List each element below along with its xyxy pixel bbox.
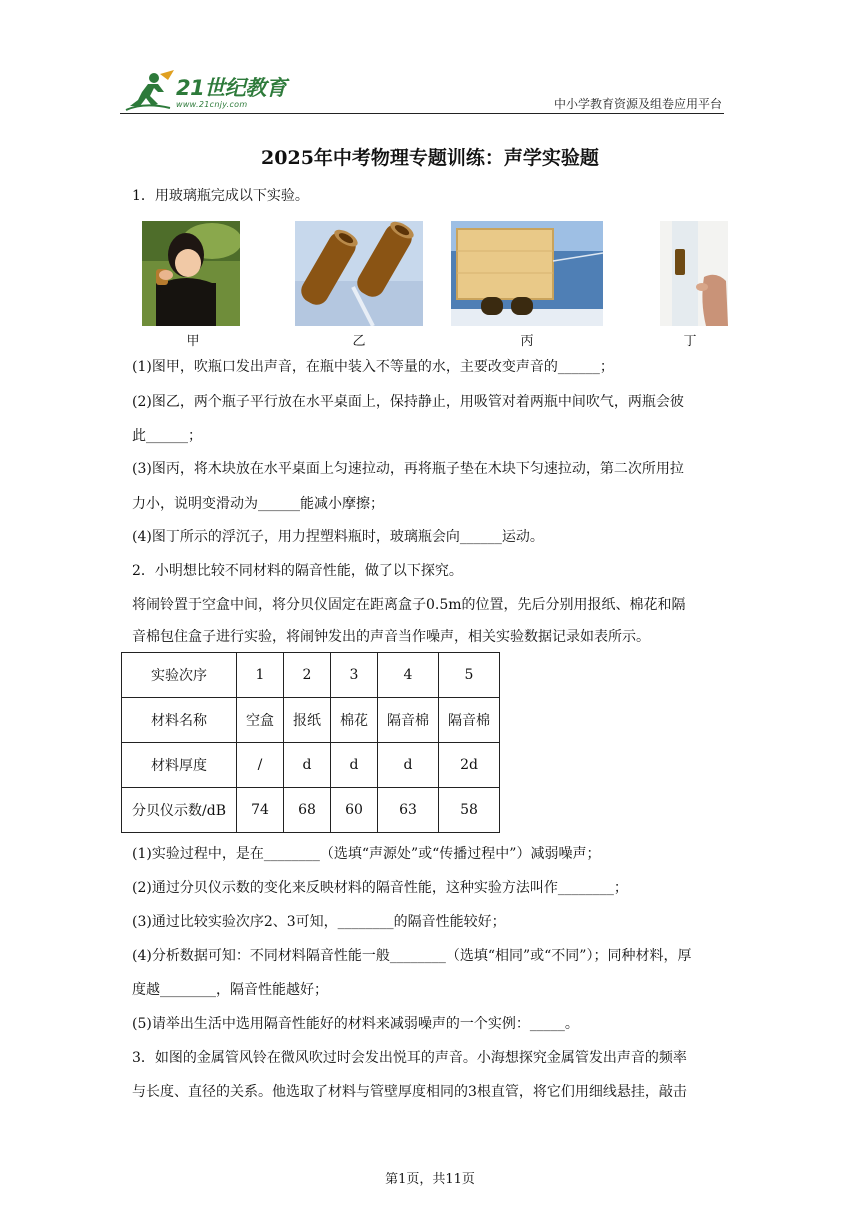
table-cell: 报纸	[284, 698, 331, 743]
table-row	[122, 743, 500, 788]
table-row	[122, 653, 500, 698]
table-row	[122, 788, 500, 833]
document-title: 2025年中考物理专题训练：声学实验题	[261, 147, 599, 169]
table-row	[122, 698, 500, 743]
table-cell: 5	[439, 653, 500, 698]
table-cell: 2d	[439, 743, 500, 788]
table-cell: 1	[237, 653, 284, 698]
photo-wood-block-on-bottles	[451, 221, 603, 326]
q2-part2: (2)通过分贝仪示数的变化来反映材料的隔音性能，这种实验方法叫作________；	[132, 880, 628, 896]
q2-part1: (1)实验过程中，是在________（选填“声源处”或“传播过程中”）减弱噪声；	[132, 846, 601, 862]
q1-part3-line1: (3)图丙，将木块放在水平桌面上匀速拉动，再将瓶子垫在木块下匀速拉动，第二次所用拉	[132, 461, 684, 477]
runner-logo-icon	[124, 70, 180, 114]
caption-bing: 丙	[520, 334, 534, 349]
table-cell: 实验次序	[122, 653, 237, 698]
table-cell: /	[237, 743, 284, 788]
table-cell: d	[378, 743, 439, 788]
page-header	[120, 66, 724, 116]
q1-part4: (4)图丁所示的浮沉子，用力捏塑料瓶时，玻璃瓶会向______运动。	[132, 529, 544, 545]
table-cell: 材料名称	[122, 698, 237, 743]
table-cell: 隔音棉	[439, 698, 500, 743]
table-cell: 材料厚度	[122, 743, 237, 788]
table-cell: 63	[378, 788, 439, 833]
q2-stem: 2．小明想比较不同材料的隔音性能，做了以下探究。	[132, 563, 463, 579]
q2-intro-line2: 音棉包住盒子进行实验，将闹钟发出的声音当作噪声，相关实验数据记录如表所示。	[132, 629, 650, 645]
table-cell: 68	[284, 788, 331, 833]
table-cell: 隔音棉	[378, 698, 439, 743]
q1-part2-line2: 此______；	[132, 428, 202, 444]
q3-line1: 3．如图的金属管风铃在微风吹过时会发出悦耳的声音。小海想探究金属管发出声音的频率	[132, 1050, 687, 1066]
experiment-table	[121, 652, 500, 833]
q3-line2: 与长度、直径的关系。他选取了材料与管壁厚度相同的3根直管，将它们用细线悬挂，敲击	[132, 1084, 687, 1100]
q1-part3-line2: 力小，说明变滑动为______能减小摩擦；	[132, 496, 384, 512]
table-cell: 4	[378, 653, 439, 698]
q2-part5: (5)请举出生活中选用隔音性能好的材料来减弱噪声的一个实例：_____。	[132, 1016, 579, 1032]
logo-url: www.21cnjy.com	[176, 100, 248, 109]
table-cell: 74	[237, 788, 284, 833]
caption-jia: 甲	[186, 334, 200, 349]
table-cell: 分贝仪示数/dB	[122, 788, 237, 833]
platform-name: 中小学教育资源及组卷应用平台	[553, 97, 722, 111]
q2-part4-line1: (4)分析数据可知：不同材料隔音性能一般________（选填“相同”或“不同”）；同种材料，厚	[132, 948, 692, 964]
q2-part3: (3)通过比较实验次序2、3可知，________的隔音性能较好；	[132, 914, 506, 930]
q2-part4-line2: 度越________，隔音性能越好；	[132, 982, 328, 998]
photo-cartesian-diver	[660, 221, 728, 326]
page-footer: 第1页，共11页	[385, 1172, 475, 1187]
table-cell: d	[284, 743, 331, 788]
table-cell: 棉花	[331, 698, 378, 743]
logo-text: 21世纪教育	[176, 76, 287, 100]
photo-two-bottles	[295, 221, 423, 326]
table-cell: 3	[331, 653, 378, 698]
q1-stem: 1．用玻璃瓶完成以下实验。	[132, 188, 309, 204]
table-cell: 60	[331, 788, 378, 833]
q1-part2-line1: (2)图乙，两个瓶子平行放在水平桌面上，保持静止，用吸管对着两瓶中间吹气，两瓶会彼	[132, 394, 684, 410]
caption-ding: 丁	[683, 334, 697, 349]
table-cell: 58	[439, 788, 500, 833]
logo	[124, 70, 294, 114]
table-cell: 空盒	[237, 698, 284, 743]
q1-part1: (1)图甲，吹瓶口发出声音，在瓶中装入不等量的水，主要改变声音的______；	[132, 359, 614, 375]
table-cell: d	[331, 743, 378, 788]
header-divider	[120, 113, 724, 114]
table-cell: 2	[284, 653, 331, 698]
q2-intro-line1: 将闹铃置于空盒中间，将分贝仪固定在距离盒子0.5m的位置，先后分别用报纸、棉花和隔	[132, 597, 686, 613]
photo-girl-blowing-bottle	[142, 221, 240, 326]
caption-yi: 乙	[352, 334, 366, 349]
